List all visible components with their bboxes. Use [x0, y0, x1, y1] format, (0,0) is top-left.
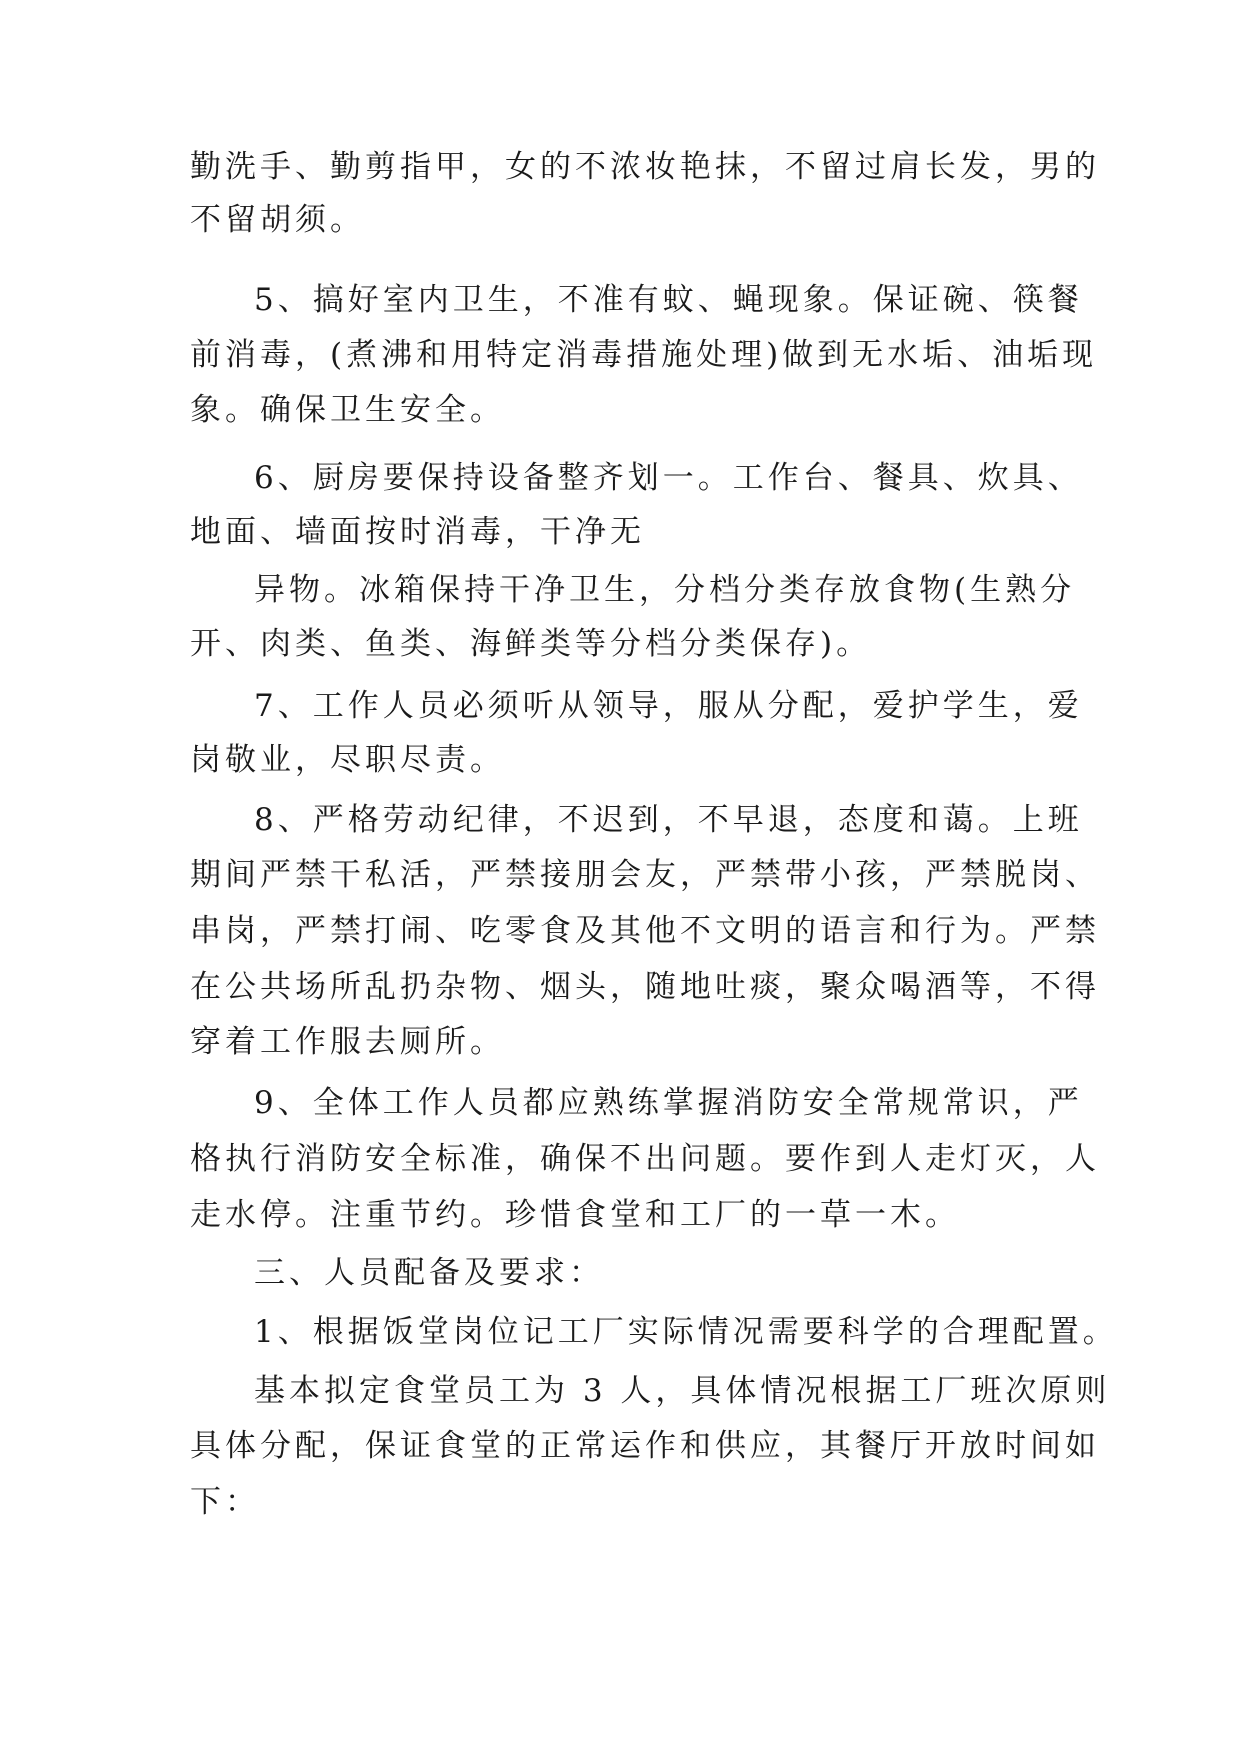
text-line-13: 期间严禁干私活，严禁接朋会友，严禁带小孩，严禁脱岗、: [190, 857, 1100, 893]
text-line-15: 在公共场所乱扔杂物、烟头，随地吐痰，聚众喝酒等，不得: [190, 969, 1100, 1005]
text-line-16: 穿着工作服去厕所。: [190, 1024, 505, 1060]
text-line-21: 1、根据饭堂岗位记工厂实际情况需要科学的合理配置。: [254, 1314, 1118, 1350]
text-line-11: 岗敬业，尽职尽责。: [190, 742, 505, 778]
text-line-6: 6、厨房要保持设备整齐划一。工作台、餐具、炊具、: [254, 460, 1083, 496]
text-line-3: 5、搞好室内卫生，不准有蚊、蝇现象。保证碗、筷餐: [254, 282, 1083, 318]
text-line-4: 前消毒，(煮沸和用特定消毒措施处理)做到无水垢、油垢现: [190, 337, 1098, 373]
text-line-17: 9、全体工作人员都应熟练掌握消防安全常规常识，严: [254, 1085, 1083, 1121]
text-line-22: 基本拟定食堂员工为 3 人，具体情况根据工厂班次原则: [254, 1373, 1111, 1409]
text-line-20: 三、人员配备及要求：: [254, 1255, 604, 1291]
text-line-2: 不留胡须。: [190, 202, 365, 238]
text-line-8: 异物。冰箱保持干净卫生，分档分类存放食物(生熟分: [254, 572, 1076, 608]
text-line-1: 勤洗手、勤剪指甲，女的不浓妆艳抹，不留过肩长发，男的: [190, 149, 1100, 185]
text-line-19: 走水停。注重节约。珍惜食堂和工厂的一草一木。: [190, 1197, 960, 1233]
text-line-10: 7、工作人员必须听从领导，服从分配，爱护学生，爱: [254, 688, 1083, 724]
text-line-23: 具体分配，保证食堂的正常运作和供应，其餐厅开放时间如: [190, 1428, 1100, 1464]
text-line-18: 格执行消防安全标准，确保不出问题。要作到人走灯灭，人: [190, 1141, 1100, 1177]
text-line-14: 串岗，严禁打闹、吃零食及其他不文明的语言和行为。严禁: [190, 913, 1100, 949]
text-line-9: 开、肉类、鱼类、海鲜类等分档分类保存)。: [190, 626, 872, 662]
text-line-12: 8、严格劳动纪律，不迟到，不早退，态度和蔼。上班: [254, 802, 1083, 838]
text-line-7: 地面、墙面按时消毒，干净无: [190, 514, 645, 550]
text-line-24: 下：: [190, 1484, 260, 1520]
text-line-5: 象。确保卫生安全。: [190, 392, 505, 428]
